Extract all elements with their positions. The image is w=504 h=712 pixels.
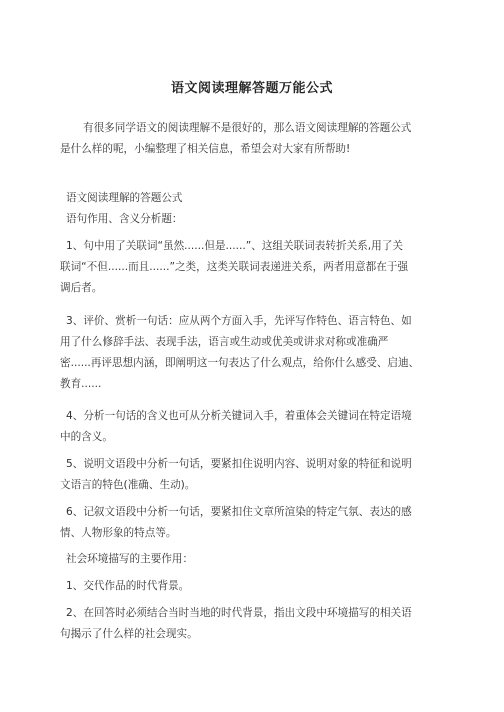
document-title: 语文阅读理解答题万能公式 xyxy=(170,81,333,96)
env-item-1-line-1: 1、交代作品的时代背景。 xyxy=(66,580,190,592)
intro-line-1: 有很多同学语文的阅读理解不是很好的，那么语文阅读理解的答题公式 xyxy=(83,122,412,134)
intro-line-2: 是什么样的呢，小编整理了相关信息，希望会对大家有所帮助! xyxy=(60,143,351,155)
item-3-paragraph xyxy=(60,311,419,395)
sentence-role-heading: 语句作用、含义分析题： xyxy=(66,213,183,225)
item-4-line-2: 中的含义。 xyxy=(60,431,113,443)
item-1-paragraph xyxy=(60,236,408,299)
intro-paragraph xyxy=(60,118,411,160)
item-3-line-4: 教育...... xyxy=(60,378,102,390)
item-3-line-1: 3、评价、赏析一句话：应从两个方面入手，先评写作特色、语言特色、如 xyxy=(66,315,412,327)
heading-social-environment xyxy=(66,549,193,570)
env-item-2-line-2: 句揭示了什么样的社会现实。 xyxy=(60,628,198,640)
item-6-line-1: 6、记叙文语段中分析一句话，要紧扣住文章所渲染的特定气氛、表达的感 xyxy=(66,506,412,518)
heading-formula xyxy=(66,188,183,209)
item-5-paragraph xyxy=(60,454,412,496)
item-1-line-2: 联词“不但......而且......”之类，这类关联词表递进关系，两者用意都在于强 xyxy=(60,261,409,273)
item-3-line-3: 密......再评思想内涵，即阐明这一句表达了什么观点，给你什么感受、启迪、 xyxy=(60,357,420,369)
social-environment-heading: 社会环境描写的主要作用： xyxy=(66,553,194,565)
item-6-line-2: 情、人物形象的特点等。 xyxy=(60,527,177,539)
item-3-line-2: 用了什么修辞手法、表现手法，语言或生动或优美或讲求对称或准确严 xyxy=(60,336,389,348)
item-1-line-1: 1、句中用了关联词“虽然......但是......”、这组关联词表转折关系,用了关 xyxy=(66,240,403,252)
env-item-2-line-1: 2、在回答时必须结合当时当地的时代背景，指出文段中环境描写的相关语 xyxy=(66,607,412,619)
env-item-2-paragraph xyxy=(60,603,412,645)
item-4-line-1: 4、分析一句话的含义也可从分析关键词入手，着重体会关键词在特定语境 xyxy=(66,410,412,422)
env-item-1-paragraph xyxy=(60,576,189,597)
item-1-line-3: 调后者。 xyxy=(60,282,103,294)
item-4-paragraph xyxy=(60,406,412,448)
formula-heading: 语文阅读理解的答题公式 xyxy=(66,192,183,204)
item-6-paragraph xyxy=(60,502,412,544)
item-5-line-2: 文语言的特色(准确、生动)。 xyxy=(60,479,196,491)
heading-sentence-role xyxy=(66,209,183,230)
item-5-line-1: 5、说明文语段中分析一句话，要紧扣住说明内容、说明对象的特征和说明 xyxy=(66,458,412,470)
